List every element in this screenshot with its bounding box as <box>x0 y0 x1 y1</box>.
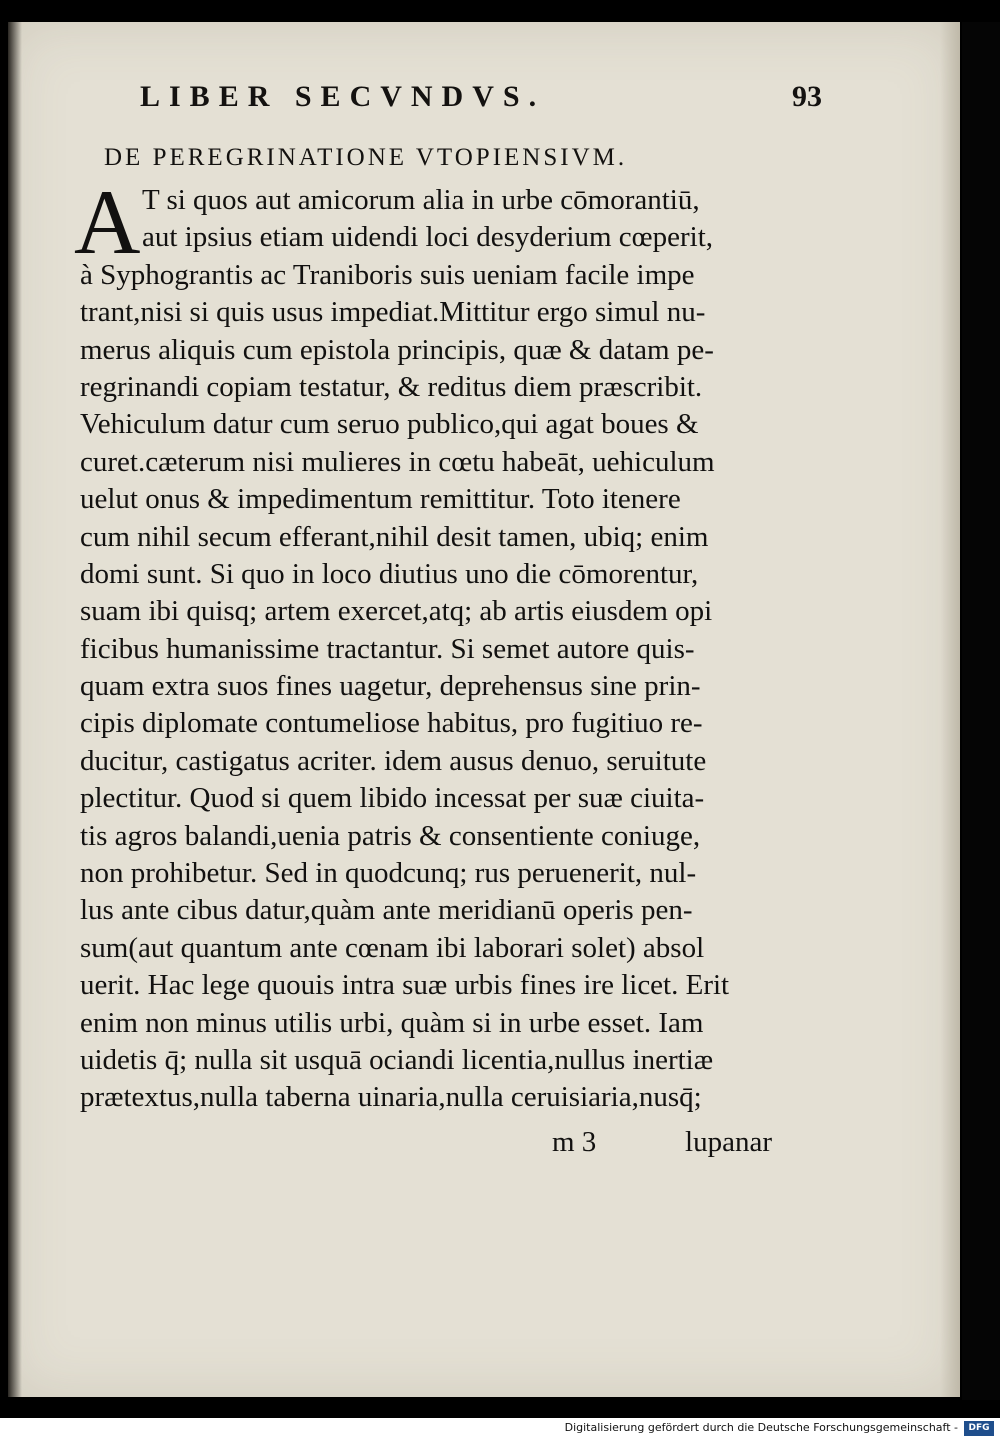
catchword: lupanar <box>685 1126 772 1158</box>
text-line: quam extra suos fines uagetur, deprehensus sine prin- <box>80 670 701 703</box>
text-line: lus ante cibus datur,quàm ante meridianū operis pen- <box>80 894 693 927</box>
text-line: aut ipsius etiam uidendi loci desyderium cœperit, <box>142 221 714 254</box>
text-line: domi sunt. Si quo in loco diutius uno die cōmorentur, <box>80 557 699 590</box>
digitization-footer <box>0 1418 1000 1440</box>
text-line: cum nihil secum efferant,nihil desit tamen, ubiq; enim <box>80 520 709 553</box>
page-edge-shadow <box>940 22 960 1397</box>
page-header <box>140 80 830 120</box>
text-line: curet.cæterum nisi mulieres in cœtu habeāt, uehiculum <box>80 445 715 478</box>
funding-credit: Digitalisierung gefördert durch die Deutsche Forschungsgemeinschaft - <box>564 1421 958 1434</box>
text-line: merus aliquis cum epistola principis, quæ & datam pe- <box>80 333 714 366</box>
text-line: à Syphograntis ac Traniboris suis ueniam facile impe <box>80 258 695 291</box>
page-number: 93 <box>792 80 822 113</box>
text-line: plectitur. Quod si quem libido incessat per suæ ciuita- <box>80 782 705 815</box>
text-line: non prohibetur. Sed in quodcunq; rus peruenerit, nul- <box>80 857 697 890</box>
body-text <box>74 171 770 1117</box>
scan-border-right <box>962 22 1000 1400</box>
text-line: uidetis q̄; nulla sit usquā ociandi licentia,nullus inertiæ <box>80 1043 714 1076</box>
signature-mark: m 3 <box>552 1126 597 1158</box>
page-gutter-shadow <box>8 22 22 1397</box>
text-line: tis agros balandi,uenia patris & consentiente coniuge, <box>80 819 701 852</box>
dfg-logo: DFG <box>964 1421 994 1436</box>
text-line: cipis diplomate contumeliose habitus, pro fugitiuo re- <box>80 707 703 740</box>
page-foot <box>552 1126 772 1166</box>
chapter-title: DE PEREGRINATIONE VTOPIENSIVM. <box>104 144 628 171</box>
text-line: ficibus humanissime tractantur. Si semet autore quis- <box>80 632 695 665</box>
text-line: trant,nisi si quis usus impediat.Mittitur ergo simul nu- <box>80 296 706 329</box>
text-line: uelut onus & impedimentum remittitur. Toto itenere <box>80 483 681 516</box>
text-line: ducitur, castigatus acriter. idem ausus denuo, seruitute <box>80 744 707 777</box>
running-head: LIBER SECVNDVS. <box>140 80 546 113</box>
text-line: suam ibi quisq; artem exercet,atq; ab artis eiusdem opi <box>80 595 713 628</box>
text-line: uerit. Hac lege quouis intra suæ urbis fines ire licet. Erit <box>80 969 730 1002</box>
text-line: enim non minus utilis urbi, quàm si in urbe esset. Iam <box>80 1006 704 1039</box>
text-line: sum(aut quantum ante cœnam ibi laborari solet) absol <box>80 931 705 964</box>
drop-initial: A <box>74 171 141 273</box>
text-line: regrinandi copiam testatur, & reditus diem præscribit. <box>80 370 703 403</box>
text-line: T si quos aut amicorum alia in urbe cōmorantiū, <box>142 184 700 216</box>
text-line: Vehiculum datur cum seruo publico,qui agat boues & <box>80 408 699 441</box>
text-line: prætextus,nulla taberna uinaria,nulla ceruisiaria,nusq̄; <box>80 1081 702 1114</box>
